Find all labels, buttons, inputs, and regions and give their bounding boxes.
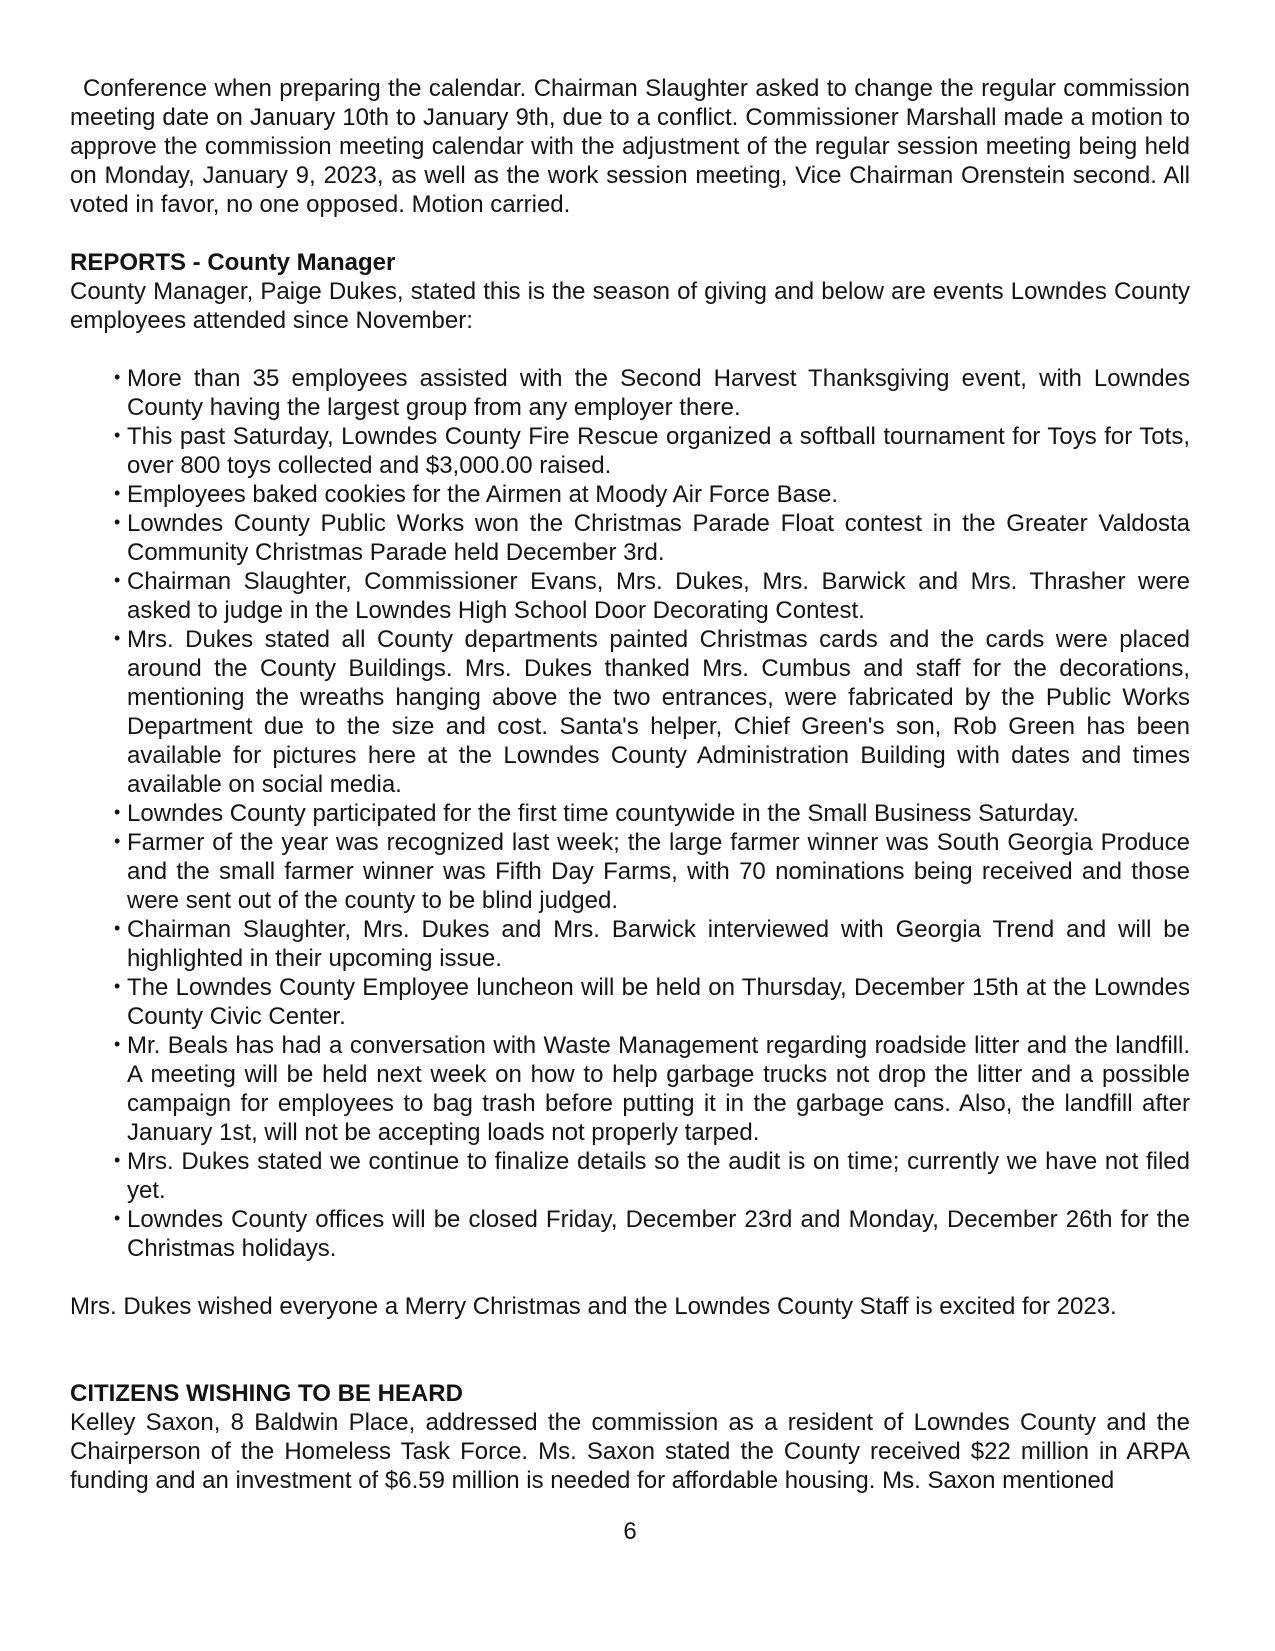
bullet-icon: • — [114, 1150, 121, 1170]
bullet-icon: • — [114, 831, 121, 851]
list-item — [70, 567, 1190, 625]
bullet-icon: • — [114, 976, 121, 996]
list-item-text: Employees baked cookies for the Airmen at Moody Air Force Base. — [127, 481, 839, 508]
list-item-text: Chairman Slaughter, Commissioner Evans, Mrs. Dukes, Mrs. Barwick and Mrs. Thrasher were asked to judge in the Lowndes High School Door Decorating Contest. — [127, 568, 1190, 624]
list-item — [70, 625, 1190, 799]
bullet-icon: • — [114, 570, 121, 590]
reports-bullet-list — [70, 364, 1190, 1263]
list-item — [70, 480, 1190, 509]
list-item-text: The Lowndes County Employee luncheon will be held on Thursday, December 15th at the Lowndes County Civic Center. — [127, 974, 1190, 1030]
bullet-icon: • — [114, 802, 121, 822]
list-item-text: Lowndes County Public Works won the Christmas Parade Float contest in the Greater Valdosta Community Christmas Parade held December 3rd. — [127, 510, 1190, 566]
reports-lead-paragraph: County Manager, Paige Dukes, stated this is the season of giving and below are events Lowndes County employees attended since November: — [70, 278, 1190, 334]
bullet-icon: • — [114, 1034, 121, 1054]
citizens-body-paragraph: Kelley Saxon, 8 Baldwin Place, addressed the commission as a resident of Lowndes County and the Chairperson of the Homeless Task Force. Ms. Saxon stated the County received $22 million in ARPA funding and an investment of $6.59 million is needed for affordable housing. Ms. Saxon mentioned — [70, 1409, 1190, 1494]
list-item — [70, 1031, 1190, 1147]
list-item-text: Mrs. Dukes stated we continue to finalize details so the audit is on time; currently we have not filed yet. — [127, 1148, 1190, 1204]
list-item-text: Lowndes County participated for the first time countywide in the Small Business Saturday. — [127, 800, 1080, 827]
list-item-text: This past Saturday, Lowndes County Fire Rescue organized a softball tournament for Toys for Tots, over 800 toys collected and $3,000.00 raised. — [127, 423, 1190, 479]
list-item — [70, 1147, 1190, 1205]
bullet-icon: • — [114, 628, 121, 648]
list-item-text: Chairman Slaughter, Mrs. Dukes and Mrs. Barwick interviewed with Georgia Trend and will be highlighted in their upcoming issue. — [127, 916, 1190, 972]
reports-closing-paragraph: Mrs. Dukes wished everyone a Merry Christmas and the Lowndes County Staff is excited for 2023. — [70, 1293, 1117, 1320]
list-item-text: Mr. Beals has had a conversation with Waste Management regarding roadside litter and the landfill. A meeting will be held next week on how to help garbage trucks not drop the litter and a possible campaign for employees to bag trash before putting it in the garbage cans. Also, the landfill after January 1st, will not be accepting loads not properly tarped. — [127, 1032, 1190, 1146]
list-item — [70, 973, 1190, 1031]
page-number: 6 — [623, 1518, 637, 1545]
list-item — [70, 509, 1190, 567]
list-item — [70, 364, 1190, 422]
bullet-icon: • — [114, 425, 121, 445]
list-item — [70, 422, 1190, 480]
list-item-text: Mrs. Dukes stated all County departments painted Christmas cards and the cards were placed around the County Buildings. Mrs. Dukes thanked Mrs. Cumbus and staff for the decorations, mentioning the wreaths hanging above the two entrances, were fabricated by the Public Works Department due to the size and cost. Santa's helper, Chief Green's son, Rob Green has been available for pictures here at the Lowndes County Administration Building with dates and times available on social media. — [127, 626, 1190, 798]
intro-paragraph: Conference when preparing the calendar. Chairman Slaughter asked to change the regular commission meeting date on January 10th to January 9th, due to a conflict. Commissioner Marshall made a motion to approve the commission meeting calendar with the adjustment of the regular session meeting being held on Monday, January 9, 2023, as well as the work session meeting, Vice Chairman Orenstein second. All voted in favor, no one opposed. Motion carried. — [70, 75, 1190, 218]
reports-section-heading: REPORTS - County Manager — [70, 249, 396, 276]
bullet-icon: • — [114, 918, 121, 938]
bullet-icon: • — [114, 367, 121, 387]
list-item — [70, 828, 1190, 915]
bullet-icon: • — [114, 483, 121, 503]
list-item — [70, 1205, 1190, 1263]
citizens-section-heading: CITIZENS WISHING TO BE HEARD — [70, 1380, 463, 1407]
list-item-text: More than 35 employees assisted with the Second Harvest Thanksgiving event, with Lowndes County having the largest group from any employer there. — [127, 365, 1190, 421]
bullet-icon: • — [114, 512, 121, 532]
list-item-text: Farmer of the year was recognized last week; the large farmer winner was South Georgia Produce and the small farmer winner was Fifth Day Farms, with 70 nominations being received and those were sent out of the county to be blind judged. — [127, 829, 1190, 914]
bullet-icon: • — [114, 1208, 121, 1228]
list-item — [70, 799, 1190, 828]
list-item-text: Lowndes County offices will be closed Friday, December 23rd and Monday, December 26th for the Christmas holidays. — [127, 1206, 1190, 1262]
list-item — [70, 915, 1190, 973]
